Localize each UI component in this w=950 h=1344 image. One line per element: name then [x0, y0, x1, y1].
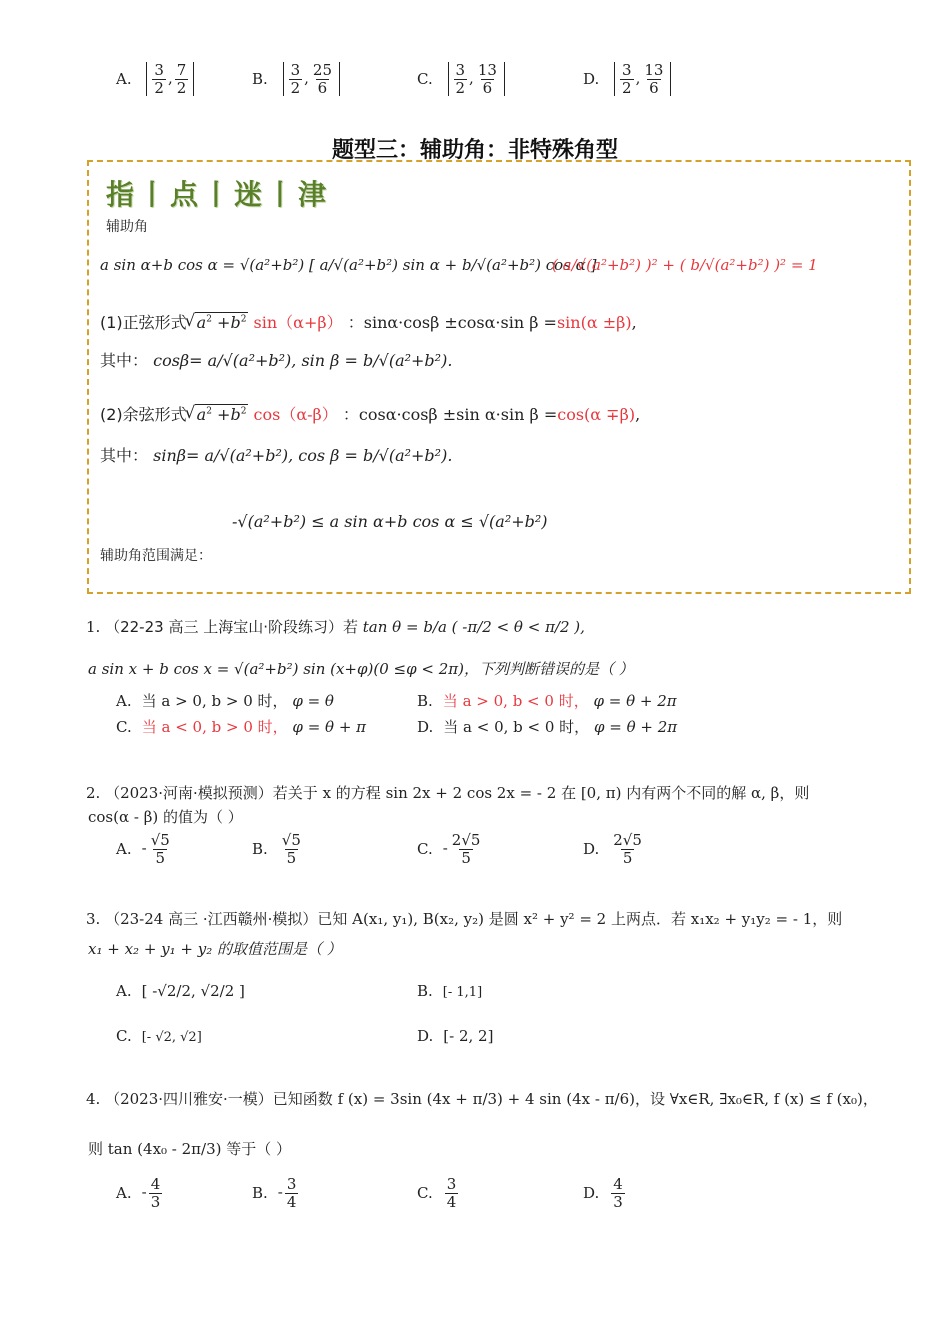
- tip-subtitle: 辅助角: [106, 219, 148, 235]
- tip-header: 指丨点丨迷丨津: [106, 178, 331, 211]
- q2-stem-line2: cos(α - β) 的值为（ ）: [88, 808, 243, 826]
- q3-option-b: B. [- 1,1]: [417, 982, 483, 1000]
- q2-stem-line1: 2. （2023·河南·模拟预测）若关于 x 的方程 sin 2x + 2 cos 2x = - 2 在 [0, π) 内有两个不同的解 α, β，则: [86, 784, 810, 802]
- q3-option-c: C. [- √2, √2]: [116, 1027, 202, 1045]
- sine-form-line: (1)正弦形式√ $a^2 +b^2$ sin（α+β） ：sinα·cosβ ±cosα·sin β =sin(α ±β),: [100, 310, 637, 333]
- q4-option-b: B. - $\frac{3}{4}$: [252, 1175, 297, 1211]
- sine-where-line: 其中： cosβ= a/√(a²+b²), sin β = b/√(a²+b²).: [100, 351, 453, 370]
- q2-option-d: D. $\frac{2√5}{5}$: [583, 831, 642, 867]
- top-option-c: C. $\frac{3}{2}$ , $\frac{13}{6}$: [417, 62, 505, 96]
- section-title: 题型三：辅助角：非特殊角型: [331, 138, 618, 163]
- range-note: 辅助角范围满足：: [100, 548, 212, 564]
- q2-option-a: A. - $\frac{√5}{5}$: [116, 831, 170, 867]
- top-option-b: B. $\frac{3}{2}$ , $\frac{25}{6}$: [252, 62, 340, 96]
- q1-option-a: A. 当 a > 0, b > 0 时， φ = θ: [116, 692, 334, 710]
- interval: $\frac{3}{2}$ , $\frac{13}{6}$: [614, 62, 671, 96]
- q1-option-b: B. 当 a > 0, b < 0 时， φ = θ + 2π: [417, 692, 677, 710]
- interval: $\frac{3}{2}$ , $\frac{25}{6}$: [283, 62, 340, 96]
- q4-stem-line2: 则 tan (4x₀ - 2π/3) 等于（ ）: [88, 1140, 292, 1158]
- formula-normalization: ( a/√(a²+b²) )² + ( b/√(a²+b²) )² = 1: [552, 256, 818, 274]
- range-inequality: -√(a²+b²) ≤ a sin α+b cos α ≤ √(a²+b²): [232, 512, 548, 531]
- q4-option-a: A. - $\frac{4}{3}$: [116, 1175, 161, 1211]
- cos-where-line: 其中： sinβ= a/√(a²+b²), cos β = b/√(a²+b²).: [100, 446, 453, 465]
- q3-option-a: A. [ -√2/2, √2/2 ]: [116, 982, 245, 1000]
- q4-stem-line1: 4. （2023·四川雅安·一模）已知函数 f (x) = 3sin (4x + π/3) + 4 sin (4x - π/6)，设 ∀x∈R, ∃x₀∈R, f (x) ≤ f (x₀)，: [86, 1090, 878, 1108]
- formula-identity: a sin α+b cos α = √(a²+b²) [ a/√(a²+b²) sin α + b/√(a²+b²) cos α ]: [100, 256, 597, 274]
- cos-form-line: (2)余弦形式√ $a^2 +b^2$ cos（α-β） ：cosα·cosβ ±sin α·sin β =cos(α ∓β),: [100, 402, 640, 425]
- q1-stem-line1: 1. （22-23 高三 上海宝山·阶段练习）若 tan θ = b/a ( -π/2 < θ < π/2 ),: [86, 618, 585, 636]
- q1-stem-line2: a sin x + b cos x = √(a²+b²) sin (x+φ)(0 ≤φ < 2π)，下列判断错误的是（ ）: [88, 660, 634, 678]
- q3-stem-line1: 3. （23-24 高三 ·江西赣州·模拟）已知 A(x₁, y₁), B(x₂, y₂) 是圆 x² + y² = 2 上两点．若 x₁x₂ + y₁y₂ = - 1，则: [86, 910, 843, 928]
- q4-option-d: D. $\frac{4}{3}$: [583, 1175, 623, 1211]
- q3-stem-line2: x₁ + x₂ + y₁ + y₂ 的取值范围是（ ）: [88, 940, 342, 958]
- interval: $\frac{3}{2}$ , $\frac{7}{2}$: [146, 62, 194, 96]
- q4-option-c: C. $\frac{3}{4}$: [417, 1175, 457, 1211]
- q3-option-d: D. [- 2, 2]: [417, 1027, 494, 1045]
- top-option-d: D. $\frac{3}{2}$ , $\frac{13}{6}$: [583, 62, 671, 96]
- q1-option-d: D. 当 a < 0, b < 0 时， φ = θ + 2π: [417, 718, 678, 736]
- top-option-a: A. $\frac{3}{2}$ , $\frac{7}{2}$: [116, 62, 194, 96]
- interval: $\frac{3}{2}$ , $\frac{13}{6}$: [448, 62, 505, 96]
- q2-option-b: B. $\frac{√5}{5}$: [252, 831, 301, 867]
- q2-option-c: C. - $\frac{2√5}{5}$: [417, 831, 481, 867]
- q1-option-c: C. 当 a < 0, b > 0 时， φ = θ + π: [116, 718, 367, 736]
